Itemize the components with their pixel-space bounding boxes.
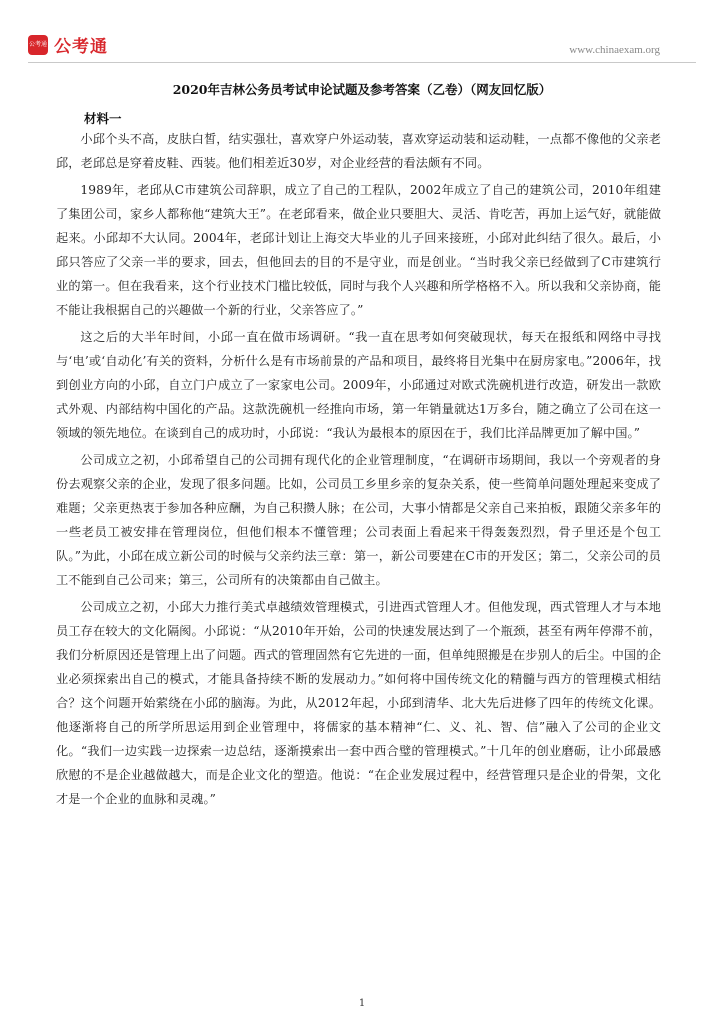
brand-name: 公考通	[54, 37, 108, 57]
page-number: 1	[358, 998, 366, 1009]
paragraph: 这之后的大半年时间，小邱一直在做市场调研。“我一直在思考如何突破现状，每天在报纸和网络中寻找与‘电’或‘自动化’有关的资料，分析什么是有市场前景的产品和项目，最终将目光集中在厨房家电。”2006年，找到创业方向的小邱，自立门户成立了一家家电公司。2009年，小邱通过对欧式洗碗机进行改造，研发出一款欧式外观、内部结构中国化的产品。这款洗碗机一经推向市场，第一年销量就达1万多台，随之确立了公司在这一领域的领先地位。在谈到自己的成功时，小邱说：“我认为最根本的原因在于，我们比洋品牌更加了解中国。”	[56, 330, 661, 440]
paragraph: 公司成立之初，小邱大力推行美式卓越绩效管理模式，引进西式管理人才。但他发现，西式管理人才与本地员工存在较大的文化隔阂。小邱说：“从2010年开始，公司的快速发展达到了一个瓶颈，甚至有两年停滞不前，我们分析原因还是管理上出了问题。西式的管理固然有它先进的一面，但单纯照搬是在步别人的后尘。中国的企业必须探索出自己的模式，才能具备持续不断的发展动力。”如何将中国传统文化的精髓与西方的管理模式相结合？这个问题开始萦绕在小邱的脑海。为此，从2012年起，小邱到清华、北大先后进修了四年的传统文化课。他逐渐将自己的所学所思运用到企业管理中，将儒家的基本精神“仁、义、礼、智、信”融入了公司的企业文化。“我们一边实践一边探索一边总结，逐渐摸索出一套中西合璧的管理模式。”十几年的创业磨砺，让小邱最感欣慰的不是企业越做越大，而是企业文化的塑造。他说：“在企业发展过程中，经营管理只是企业的骨架，文化才是一个企业的血脉和灵魂。”	[56, 600, 661, 806]
document-body	[56, 127, 661, 814]
brand-logo[interactable]	[28, 32, 108, 57]
document-title: 2020年吉林公务员考试申论试题及参考答案（乙卷）（网友回忆版）	[172, 82, 552, 97]
logo-icon: 公考通	[28, 35, 48, 55]
paragraph: 小邱个头不高，皮肤白皙，结实强壮，喜欢穿户外运动装，喜欢穿运动装和运动鞋，一点都不像他的父亲老邱，老邱总是穿着皮鞋、西装。他们相差近30岁，对企业经营的看法颇有不同。	[56, 132, 661, 170]
paragraph: 1989年，老邱从C市建筑公司辞职，成立了自己的工程队，2002年成立了自己的建筑公司，2010年组建了集团公司，家乡人都称他“建筑大王”。在老邱看来，做企业只要胆大、灵活、肯吃苦，再加上运气好，就能做起来。小邱却不大认同。2004年，老邱计划让上海交大毕业的儿子回来接班，小邱对此纠结了很久。最后，小邱只答应了父亲一半的要求，回去，但他回去的目的不是守业，而是创业。“当时我父亲已经做到了C市建筑行业的第一。但在我看来，这个行业技术门槛比较低，同时与我个人兴趣和所学格格不入。所以我和父亲协商，能不能让我根据自己的兴趣做一个新的行业，父亲答应了。”	[56, 183, 661, 317]
site-url: www.chinaexam.org	[569, 44, 660, 56]
paragraph: 公司成立之初，小邱希望自己的公司拥有现代化的企业管理制度，“在调研市场期间，我以一个旁观者的身份去观察父亲的企业，发现了很多问题。比如，公司员工乡里乡亲的复杂关系，使一些简单问题处理起来变成了难题；父亲更热衷于参加各种应酬，为自己积攒人脉；在公司，大事小情都是父亲自己来拍板，跟随父亲多年的一些老员工被安排在管理岗位，但他们根本不懂管理；公司表面上看起来干得轰轰烈烈，骨子里还是个包工队。”为此，小邱在成立新公司的时候与父亲约法三章：第一，新公司要建在C市的开发区；第二，父亲公司的员工不能到自己公司来；第三，公司所有的决策都由自己做主。	[56, 453, 661, 587]
section-heading: 材料一	[84, 111, 122, 126]
header-divider	[28, 62, 696, 63]
page-header	[0, 0, 724, 66]
